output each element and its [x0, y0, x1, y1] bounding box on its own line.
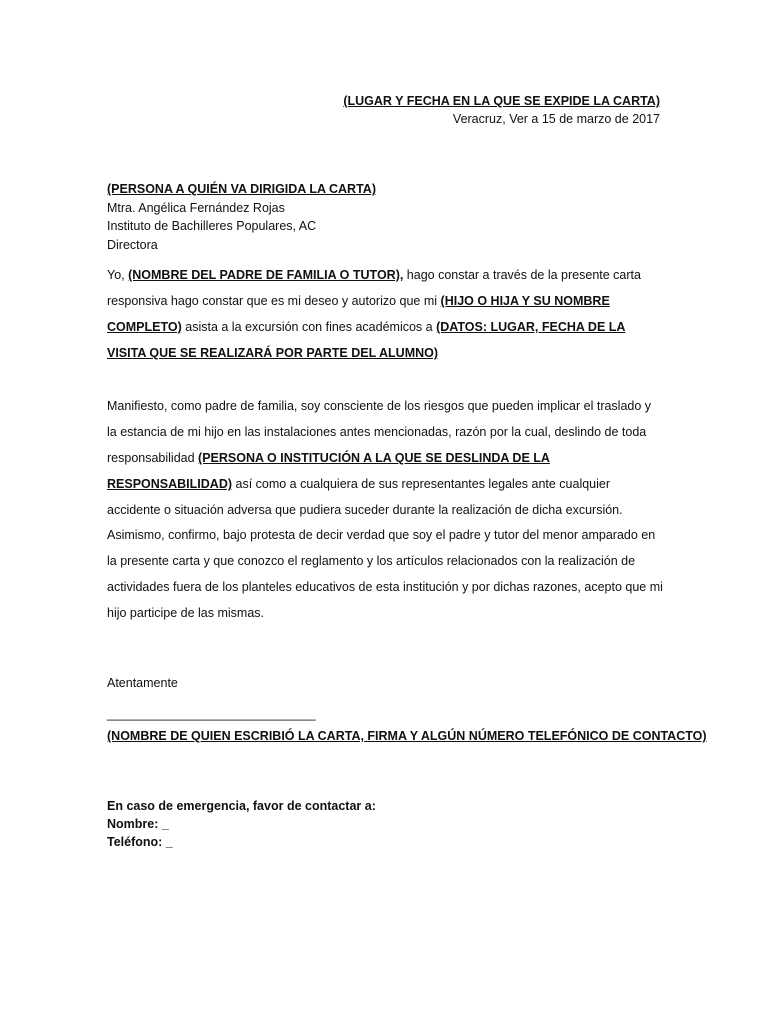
emergency-name-row: [107, 815, 663, 833]
p2-text-2: así como a cualquiera de sus representantes legales ante cualquier accidente o situación adversa que pudiera suceder durante la realización de dicha excursión.: [107, 477, 623, 517]
recipient-block: [107, 180, 376, 254]
visit-data-field: (DATOS: LUGAR, FECHA DE LA VISITA QUE SE REALIZARÁ POR PARTE DEL ALUMNO): [107, 320, 626, 360]
paragraph-authorization: [107, 262, 663, 366]
recipient-name: Mtra. Angélica Fernández Rojas: [107, 200, 285, 215]
p2-text-1: Manifiesto, como padre de familia, soy consciente de los riesgos que pueden implicar el traslado y la estancia de mi hijo en las instalaciones antes mencionadas, razón por la cual, deslindo de toda responsabilidad: [107, 399, 652, 465]
paragraph-confirmation: [107, 522, 663, 626]
emergency-name-label: Nombre:: [107, 817, 162, 831]
paragraph-liability: [107, 393, 663, 523]
place-date-label: (LUGAR Y FECHA EN LA QUE SE EXPIDE LA CARTA): [343, 94, 660, 108]
place-date-block: [343, 92, 660, 128]
signature-line: ______________________________: [107, 707, 316, 721]
p1-text-1: Yo,: [107, 268, 129, 282]
emergency-phone-line: _: [165, 835, 173, 849]
emergency-phone-label: Teléfono:: [107, 835, 166, 849]
p1-text-3: asista a la excursión con fines académicos a: [181, 320, 437, 334]
emergency-phone-row: [107, 833, 663, 851]
parent-name-field: (NOMBRE DEL PADRE DE FAMILIA O TUTOR),: [128, 268, 404, 282]
salutation: Atentamente: [107, 676, 178, 690]
p3-text: Asimismo, confirmo, bajo protesta de decir verdad que soy el padre y tutor del menor amparado en la presente carta y que conozco el reglamento y los artículos relacionados con la realización de actividades fuera de los planteles educativos de esta institución y por dichas razones, acepto que mi hijo participe de las mismas.: [107, 528, 663, 620]
signer-label: (NOMBRE DE QUIEN ESCRIBIÓ LA CARTA, FIRMA Y ALGÚN NÚMERO TELEFÓNICO DE CONTACTO): [107, 729, 707, 743]
place-date-value: Veracruz, Ver a 15 de marzo de 2017: [452, 112, 660, 126]
p1-text-2: hago constar a través de la presente carta responsiva hago constar que es mi deseo y autorizo que mi: [107, 268, 641, 308]
emergency-title: En caso de emergencia, favor de contactar a:: [107, 799, 376, 813]
recipient-label: (PERSONA A QUIÉN VA DIRIGIDA LA CARTA): [107, 182, 376, 196]
recipient-institution: Instituto de Bachilleres Populares, AC: [107, 219, 317, 233]
released-party-field: (PERSONA O INSTITUCIÓN A LA QUE SE DESLINDA DE LA RESPONSABILIDAD): [107, 451, 550, 491]
emergency-name-line: _: [161, 817, 169, 831]
child-name-field: (HIJO O HIJA Y SU NOMBRE COMPLETO): [107, 294, 610, 334]
emergency-contact-block: [107, 797, 663, 851]
recipient-position: Directora: [107, 237, 158, 252]
